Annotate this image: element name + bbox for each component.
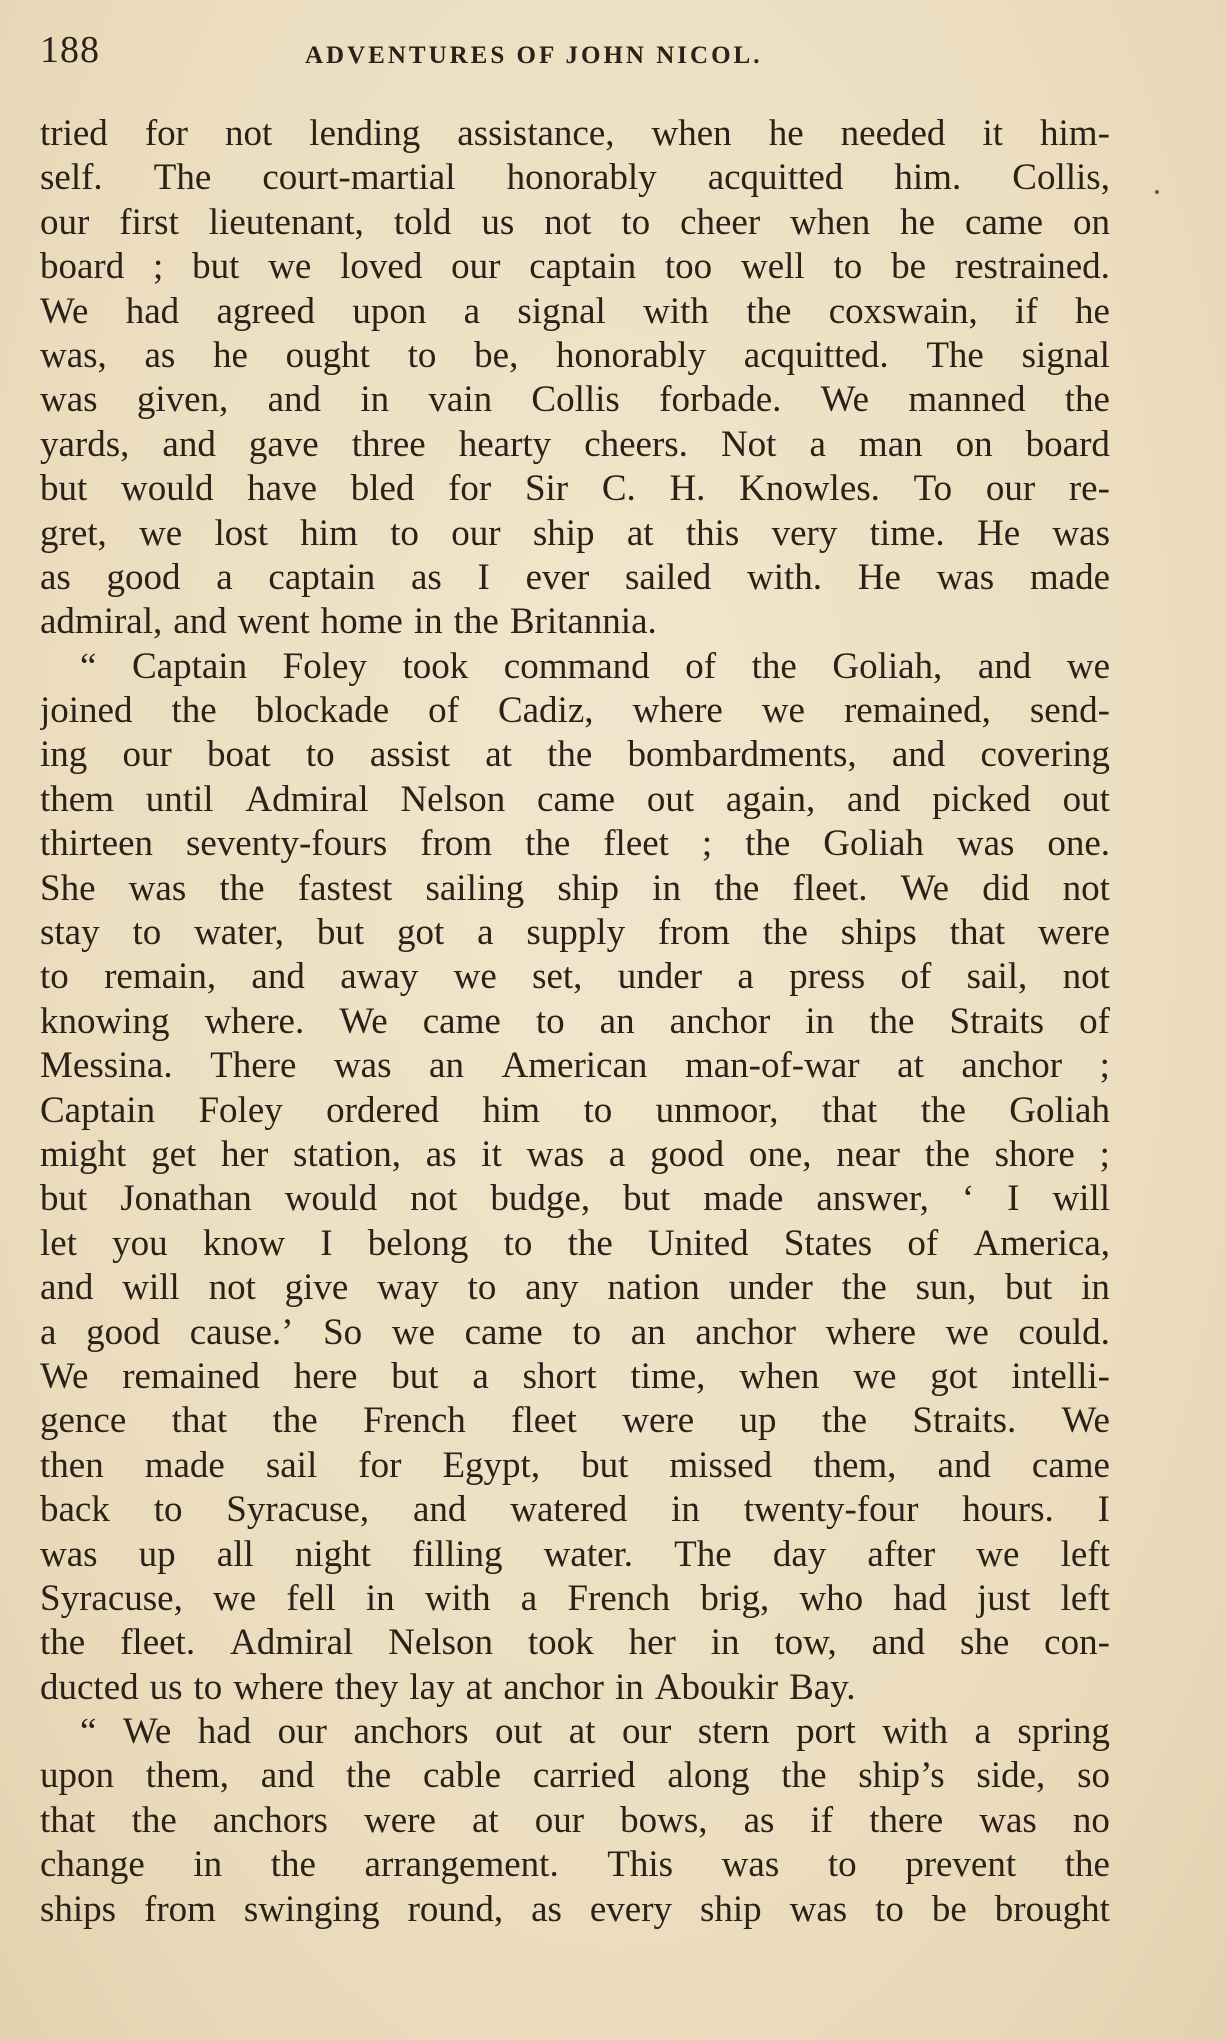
text-line: to remain, and away we set, under a press of sail, not <box>40 956 1110 998</box>
text-line: yards, and gave three hearty cheers. Not a man on board <box>40 423 1110 465</box>
text-line: self. The court-martial honorably acquitted him. Collis, <box>40 157 1110 199</box>
text-line: change in the arrangement. This was to prevent the <box>40 1844 1110 1886</box>
text-line: was, as he ought to be, honorably acquitted. The signal <box>40 334 1110 376</box>
text-line: as good a captain as I ever sailed with. He was made <box>40 556 1110 598</box>
text-line: but Jonathan would not budge, but made answer, ‘ I will <box>40 1178 1110 1220</box>
page-number: 188 <box>40 29 100 71</box>
text-line: then made sail for Egypt, but missed them, and came <box>40 1444 1110 1486</box>
text-line: might get her station, as it was a good one, near the shore ; <box>40 1133 1110 1175</box>
text-line: them until Admiral Nelson came out again, and picked out <box>40 778 1110 820</box>
text-line: gret, we lost him to our ship at this very time. He was <box>40 512 1110 554</box>
text-line: back to Syracuse, and watered in twenty-four hours. I <box>40 1489 1110 1531</box>
text-line: our first lieutenant, told us not to cheer when he came on <box>40 201 1110 243</box>
text-line: the fleet. Admiral Nelson took her in tow, and she con- <box>40 1622 1110 1664</box>
text-line: tried for not lending assistance, when he needed it him- <box>40 113 1110 154</box>
text-line: ducted us to where they lay at anchor in Aboukir Bay. <box>40 1666 856 1708</box>
text-line: “ Captain Foley took command of the Goliah, and we <box>80 645 1110 687</box>
text-line: was up all night filling water. The day after we left <box>40 1533 1110 1575</box>
text-line: upon them, and the cable carried along the ship’s side, so <box>40 1755 1110 1797</box>
text-line: Captain Foley ordered him to unmoor, that the Goliah <box>40 1089 1110 1131</box>
text-line: stay to water, but got a supply from the ships that were <box>40 912 1110 954</box>
text-line: a good cause.’ So we came to an anchor where we could. <box>40 1311 1110 1353</box>
paper-speck <box>1155 190 1159 194</box>
text-line: ships from swinging round, as every ship was to be brought <box>40 1888 1110 1930</box>
text-line: admiral, and went home in the Britannia. <box>40 601 657 643</box>
text-line: She was the fastest sailing ship in the fleet. We did not <box>40 867 1110 909</box>
text-line: gence that the French fleet were up the Straits. We <box>40 1400 1110 1442</box>
text-line: We remained here but a short time, when we got intelli- <box>40 1355 1110 1397</box>
page-header <box>40 28 1120 78</box>
text-line: Syracuse, we fell in with a French brig, who had just left <box>40 1577 1110 1619</box>
running-head: ADVENTURES OF JOHN NICOL. <box>305 42 763 69</box>
text-line: thirteen seventy-fours from the fleet ; the Goliah was one. <box>40 823 1110 865</box>
text-line: let you know I belong to the United States of America, <box>40 1222 1110 1264</box>
text-line: Messina. There was an American man-of-war at anchor ; <box>40 1045 1110 1087</box>
text-line: was given, and in vain Collis forbade. We manned the <box>40 379 1110 421</box>
text-line: knowing where. We came to an anchor in the Straits of <box>40 1000 1110 1042</box>
text-line: ing our boat to assist at the bombardments, and covering <box>40 734 1110 776</box>
text-line: We had agreed upon a signal with the coxswain, if he <box>40 290 1110 332</box>
text-line: “ We had our anchors out at our stern port with a spring <box>80 1711 1110 1753</box>
text-line: board ; but we loved our captain too well to be restrained. <box>40 246 1110 288</box>
body-text <box>40 112 1110 1932</box>
text-line: joined the blockade of Cadiz, where we remained, send- <box>40 690 1110 732</box>
text-line: but would have bled for Sir C. H. Knowles. To our re- <box>40 468 1110 510</box>
text-line: and will not give way to any nation under the sun, but in <box>40 1267 1110 1309</box>
text-line: that the anchors were at our bows, as if there was no <box>40 1799 1110 1841</box>
